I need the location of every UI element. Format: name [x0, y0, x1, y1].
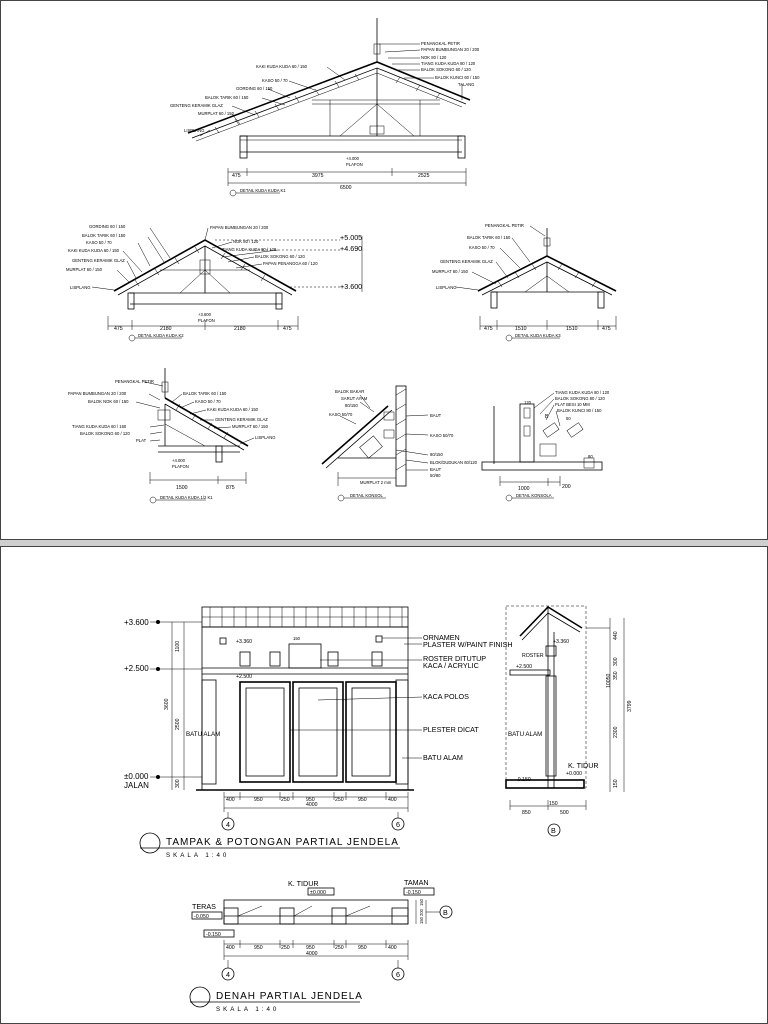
plan-dim-2: 950: [254, 945, 263, 951]
window-section: [506, 606, 633, 836]
half-k1-callout-r4: GENTENG KERAMIK GLAZ: [215, 417, 268, 422]
section-label-5: K. TIDUR: [568, 761, 599, 770]
section-bottom-dim-3: 150: [549, 801, 558, 807]
k2-dim-1: 475: [114, 326, 123, 332]
plan-dim-6: 950: [358, 945, 367, 951]
section-right-dim-6: 3799: [627, 700, 633, 712]
konsola-callout-1: TIANG KUDA KUDA 80 / 120: [555, 390, 610, 395]
half-k1-callout-l4: TIANG KUDA KUDA 60 / 160: [72, 424, 127, 429]
plan-level-4: -0.150: [206, 932, 221, 938]
elev-callout-7: BATU ALAM: [423, 753, 463, 762]
elev-inner-level-2: +2.500: [236, 674, 253, 680]
window-panel-1: [240, 682, 290, 782]
k2-callout-l7: LISPLANG: [70, 285, 91, 290]
elev-callout-3: ROSTER DITUTUP: [423, 654, 487, 663]
detail-konsola: [482, 390, 610, 501]
plan-dim-4: 950: [306, 945, 315, 951]
detail-kuda-kuda-k2: [66, 224, 362, 341]
section-grid: B: [551, 826, 556, 835]
elev-grid-2: 6: [396, 820, 400, 829]
k1-callout-11: BALOK TARIK 60 / 150: [205, 95, 249, 100]
k2-callout-l3: KASO 50 / 70: [86, 240, 112, 245]
half-k1-callout-l5: BALOK SOKONG 60 / 120: [80, 431, 130, 436]
plan-dim-1: 400: [226, 945, 235, 951]
plan-dim-5: 250: [335, 945, 344, 951]
k1-dim-2: 3975: [312, 173, 324, 179]
section-bottom-dim-2: 500: [560, 810, 569, 816]
section-right-dim-4: 10050: [606, 673, 612, 688]
elev-level-3: ±0.000: [124, 772, 149, 781]
k2-dim-4: 475: [283, 326, 292, 332]
k2-level-value: +3.600: [198, 312, 211, 317]
konsola-dim-2: 200: [562, 484, 571, 490]
section-label-1: +3.360: [553, 639, 570, 645]
elev-dim-3: 250: [281, 797, 290, 803]
k1-dim-total: 6500: [340, 185, 352, 191]
title-block-plan: [190, 987, 363, 1013]
section-label-3: +2.500: [516, 664, 533, 670]
window-panel-2: [293, 682, 343, 782]
k3-dim-1: 475: [484, 326, 493, 332]
title-block-elevation: [140, 833, 400, 859]
plan-dim-3: 250: [281, 945, 290, 951]
plan-right-dim-3: 150: [419, 917, 424, 924]
konsol-callout-10: 50/80: [430, 473, 441, 478]
elev-dim-2: 950: [254, 797, 263, 803]
konsol-callout-6: KASO 50/70: [430, 433, 454, 438]
elev-dim-7: 400: [388, 797, 397, 803]
konsol-callout-11: MURPLAT 2 mm: [360, 480, 392, 485]
half-k1-dim-1: 1500: [176, 485, 188, 491]
k2-callout-r5: PAPAN PENANGGA 60 / 120: [263, 261, 318, 266]
elev-callout-1: ORNAMEN: [423, 633, 460, 642]
half-k1-caption: DETAIL KUDA KUDA 1/2 K1: [160, 495, 213, 500]
k1-callout-3: NOK 80 / 120: [421, 55, 447, 60]
k2-level-3: +3.600: [340, 282, 363, 291]
k1-callout-4: TIANG KUDA KUDA 80 / 120: [421, 61, 476, 66]
elev-left-dim-3: 3600: [164, 698, 170, 710]
k1-dim-1: 475: [232, 173, 241, 179]
plan-level-3: -0.050: [194, 914, 209, 920]
window-elevation: [124, 607, 513, 830]
k1-callout-2: PAPAN BUMBUNGAN 20 / 200: [421, 47, 480, 52]
plan-grid-2: 6: [396, 970, 400, 979]
konsola-caption: DETAIL KONSOLA: [516, 493, 552, 498]
section-right-dim-3: 350: [613, 671, 619, 680]
half-k1-callout-r3: KAKI KUDA KUDA 60 / 150: [207, 407, 258, 412]
konsol-callout-5: BAUT: [430, 413, 442, 418]
elev-small-dim: 150: [293, 636, 300, 641]
k2-callout-l6: MURPLAT 60 / 150: [66, 267, 102, 272]
window-plan: [192, 878, 452, 980]
elev-dim-4: 950: [306, 797, 315, 803]
konsol-callout-4: KASO 50/70: [329, 412, 353, 417]
section-label-6: +0.000: [566, 771, 583, 777]
half-k1-callout-l3: BALOK NOK 60 / 150: [88, 399, 129, 404]
k2-dim-3: 2180: [234, 326, 246, 332]
section-label-2: ROSTER: [522, 653, 544, 659]
elev-level-1: +3.600: [124, 618, 149, 627]
k3-callout-3: KASO 50 / 70: [469, 245, 495, 250]
section-right-dim-2: 300: [613, 657, 619, 666]
plan-right-dim-2: 200: [419, 909, 424, 916]
plan-level-2: -0.150: [406, 890, 421, 896]
k3-dim-2: 1510: [515, 326, 527, 332]
section-right-dim-7: 150: [613, 779, 619, 788]
title-elevation-text: TAMPAK & POTONGAN PARTIAL JENDELA: [166, 837, 399, 848]
title-plan-text: DENAH PARTIAL JENDELA: [216, 991, 363, 1002]
elev-callout-5: KACA POLOS: [423, 692, 469, 701]
k1-callout-6: BALOK KUNCI 60 / 150: [435, 75, 480, 80]
detail-konsol: [322, 386, 478, 501]
k1-callout-14: LISPLANG: [184, 128, 205, 133]
k2-dim-2: 2180: [160, 326, 172, 332]
elev-inner-level-1: +3.360: [236, 639, 253, 645]
konsol-callout-9: BAUT: [430, 467, 442, 472]
konsola-callout-4: BALOK KUNCI 80 / 150: [557, 408, 602, 413]
k2-callout-r1: PAPAN BUMBUNGAN 20 / 200: [210, 225, 269, 230]
k2-caption: DETAIL KUDA KUDA K2: [138, 333, 184, 338]
elev-callout-4: KACA / ACRYLIC: [423, 661, 479, 670]
plan-dim-7: 400: [388, 945, 397, 951]
k2-level-label: PLAFON: [198, 318, 215, 323]
detail-kuda-kuda-half-k1: [68, 368, 275, 503]
k2-level-2: +4.690: [340, 244, 363, 253]
elev-left-dim-4: 300: [175, 779, 181, 788]
k1-dim-3: 2525: [418, 173, 430, 179]
half-k1-callout-r2: KASO 50 / 70: [195, 399, 221, 404]
k2-callout-l1: GORDING 60 / 150: [89, 224, 126, 229]
k3-callout-4: GENTENG KERAMIK GLAZ: [440, 259, 493, 264]
k2-callout-r4: BALOK SOKONG 60 / 120: [255, 254, 305, 259]
k3-callout-2: BALOK TARIK 60 / 150: [467, 235, 511, 240]
half-k1-callout-r1: BALOK TARIK 60 / 150: [183, 391, 227, 396]
konsola-callout-2: BALOK SOKONG 80 / 120: [555, 396, 605, 401]
title-elevation-scale: SKALA 1:40: [166, 852, 230, 859]
half-k1-callout-r6: LISPLANG: [255, 435, 276, 440]
k1-caption: DETAIL KUDA KUDA K1: [240, 188, 286, 193]
k1-callout-9: KASO 50 / 70: [262, 78, 288, 83]
konsola-callout-5: 120: [524, 400, 531, 405]
k1-level-label: PLAFON: [346, 162, 363, 167]
section-label-7: -0.150: [516, 777, 531, 783]
elev-dim-total: 4000: [306, 802, 318, 808]
konsola-dim-1: 1000: [518, 486, 530, 492]
k1-callout-12: GENTENG KERAMIK GLAZ: [170, 103, 223, 108]
k2-callout-l4: KAKI KUDA KUDA 60 / 150: [68, 248, 119, 253]
konsol-callout-8: BLOK/DUDUKAN 60/120: [430, 460, 478, 465]
konsola-callout-7: 50: [566, 416, 571, 421]
elev-dim-5: 250: [335, 797, 344, 803]
plan-dim-total: 4000: [306, 951, 318, 957]
half-k1-dim-2: 875: [226, 485, 235, 491]
k3-callout-5: MURPLAT 60 / 150: [432, 269, 468, 274]
k2-level-1: +5.005: [340, 233, 363, 242]
konsol-callout-3: 80/150: [345, 403, 358, 408]
k1-callout-8: KAKI KUDA KUDA 60 / 150: [256, 64, 307, 69]
k1-level-value: +4.000: [346, 156, 359, 161]
k2-callout-r2: NOK 80 / 120: [233, 239, 259, 244]
elev-level-2: +2.500: [124, 664, 149, 673]
k2-callout-r3: TIANG KUDA KUDA 80 / 120: [222, 247, 277, 252]
konsola-callout-6: B: [545, 414, 549, 420]
detail-kuda-kuda-k1: [170, 18, 480, 196]
elev-callout-6: PLESTER DICAT: [423, 725, 479, 734]
konsol-callout-2: SARUT AYAM: [341, 396, 368, 401]
section-bottom-dim-1: 850: [522, 810, 531, 816]
konsol-callout-1: BALOK BAKAR: [335, 389, 365, 394]
plan-grid-1: 4: [226, 970, 230, 979]
plan-right-dim-1: 150: [419, 899, 424, 906]
elev-dim-6: 950: [358, 797, 367, 803]
elev-grid-1: 4: [226, 820, 230, 829]
k3-caption: DETAIL KUDA KUDA K3: [515, 333, 561, 338]
k1-callout-13: MURPLAT 60 / 150: [198, 111, 234, 116]
konsol-callout-7: 80/150: [430, 452, 443, 457]
half-k1-level-value: +4.000: [172, 458, 185, 463]
k1-callout-7: TALANG: [458, 82, 475, 87]
k1-callout-10: GORDING 60 / 150: [236, 86, 273, 91]
elev-left-dim-2: 2500: [175, 718, 181, 730]
k1-callout-1: PENANGKAL PETIR: [421, 41, 460, 46]
plan-label-3: TERAS: [192, 902, 216, 911]
k3-callout-1: PENANGKAL PETIR: [485, 223, 524, 228]
elev-callout-2: PLASTER W/PAINT FINISH: [423, 640, 513, 649]
plan-level-1: ±0.000: [310, 890, 326, 896]
section-right-dim-5: 2300: [613, 726, 619, 738]
elev-dim-1: 400: [226, 797, 235, 803]
konsola-callout-8: 80: [588, 454, 593, 459]
detail-kuda-kuda-k3: [432, 223, 616, 341]
half-k1-callout-l6: PLAT: [136, 438, 147, 443]
elev-left-dim-1: 1100: [175, 640, 181, 652]
plan-label-1: K. TIDUR: [288, 879, 319, 888]
k3-callout-6: LISPLANG: [436, 285, 457, 290]
plan-grid-3: B: [443, 908, 448, 917]
half-k1-callout-r5: MURPLAT 60 / 150: [232, 424, 268, 429]
half-k1-callout-l1: PENANGKAL PETIR: [115, 379, 154, 384]
k3-dim-4: 475: [602, 326, 611, 332]
half-k1-callout-l2: PAPAN BUMBUNGAN 20 / 200: [68, 391, 127, 396]
k2-callout-l5: GENTENG KERAMIK GLAZ: [72, 258, 125, 263]
window-panel-3: [346, 682, 396, 782]
title-plan-scale: SKALA 1:40: [216, 1006, 280, 1013]
section-label-4: BATU ALAM: [508, 731, 543, 738]
k3-dim-3: 1510: [566, 326, 578, 332]
plan-label-2: TAMAN: [404, 878, 429, 887]
konsola-callout-3: PLAT BESI 10 MM: [555, 402, 590, 407]
section-right-dim-1: 440: [613, 631, 619, 640]
half-k1-level-label: PLAFON: [172, 464, 189, 469]
k2-callout-l2: BALOK TARIK 60 / 150: [82, 233, 126, 238]
elev-level-4: JALAN: [124, 781, 149, 790]
konsol-caption: DETAIL KONSOL: [350, 493, 383, 498]
k1-callout-5: BALOK SOKONG 60 / 120: [421, 67, 471, 72]
elev-side-label: BATU ALAM: [186, 731, 221, 738]
